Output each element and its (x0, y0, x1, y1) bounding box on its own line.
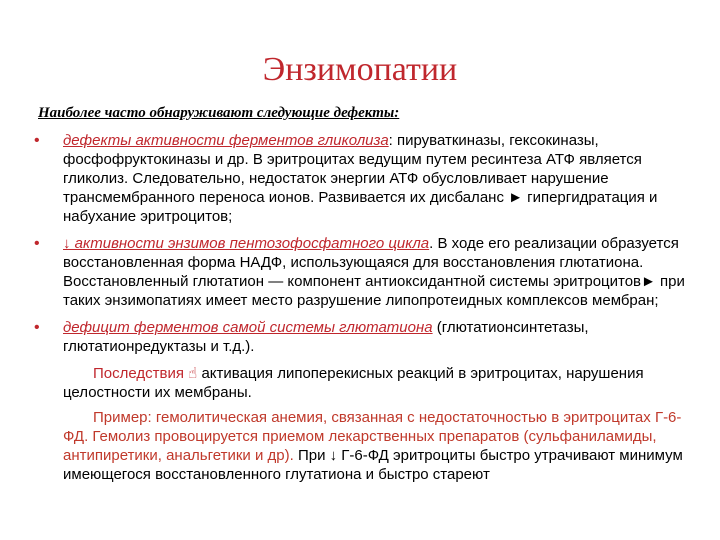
consequences-paragraph (34, 364, 694, 402)
bullet-lead: ↓ активности энзимов пентозофосфатного цикла (63, 235, 430, 252)
intro-heading: Наиболее часто обнаруживают следующие дефекты: (38, 105, 400, 121)
bullet-item (34, 131, 694, 226)
bullet-text: : пируваткиназы, гексокиназы, фосфофруктокиназы и др. В эритроцитах ведущим путем ресинтеза АТФ является гликолиз. Следовательно, недостаток энергии АТФ обусловливает нарушение трансмембранного переноса ионов. Развивается их дисбаланс ► гипергидратация и набухание эритроцитов; (63, 132, 658, 225)
bullet-dot-icon: • (34, 319, 40, 336)
consequences-label: Последствия (93, 365, 184, 382)
bullet-dot-icon: • (34, 132, 40, 149)
bullet-text: . В ходе его реализации образуется восстановленная форма НАДФ, использующаяся для восстановления глютатиона. Восстановленный глютатион — компонент антиоксидантной системы эритроцитов► при таких энзимопатиях имеет место разрушение липопротеидных комплексов мембран; (63, 235, 685, 309)
bullet-item (34, 318, 694, 356)
pointing-hand-icon: ☝ (188, 365, 198, 382)
bullet-lead: дефицит ферментов самой системы глютатиона (63, 319, 433, 336)
slide-title: Энзимопатии (262, 51, 458, 88)
bullet-lead: дефекты активности ферментов гликолиза (63, 132, 389, 149)
bullet-dot-icon: • (34, 235, 40, 252)
consequences-text: активация липоперекисных реакций в эритроцитах, нарушения целостности их мембраны. (63, 365, 644, 401)
example-paragraph (34, 408, 694, 484)
bullet-text: (глютатионсинтетазы, глютатионредуктазы и т.д.). (63, 319, 589, 355)
bullet-item (34, 234, 694, 310)
slide-body (34, 104, 694, 490)
example-text: При ↓ Г-6-ФД эритроциты быстро утрачивают минимум имеющегося восстановленного глутатиона и быстро стареют (63, 447, 683, 483)
example-red-text: Пример: гемолитическая анемия, связанная с недостаточностью в эритроцитах Г-6-ФД. Гемолиз провоцируется приемом лекарственных препаратов (сульфаниламиды, антипиретики, анальгетики и др). (63, 409, 682, 464)
